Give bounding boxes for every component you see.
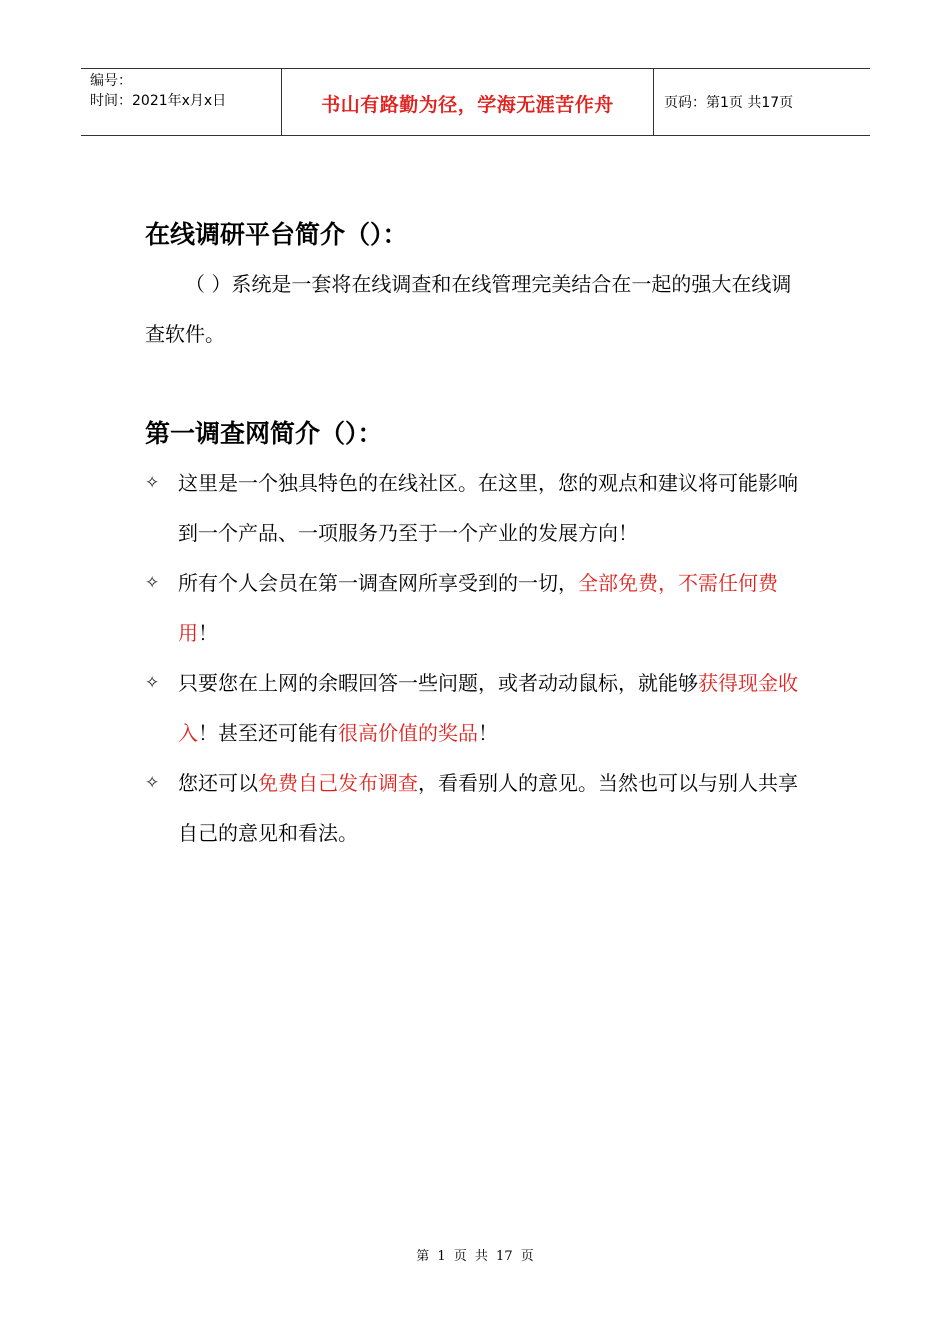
bullet-text-part: 这里是一个独具特色的在线社区。在这里，您的观点和建议将可能影响到一个产品、一项服务乃至于一个产业的发展方向！ bbox=[178, 471, 798, 545]
sparkle-bullet-icon: ✧ bbox=[145, 573, 160, 593]
serial-label: 编号： bbox=[90, 73, 132, 89]
bullet-text-part: ，看看别人的意见。当然也可以与别人共享自己的意见和看法。 bbox=[178, 771, 798, 845]
bullet-text-highlight: 很高价值的奖品 bbox=[338, 721, 478, 745]
sparkle-bullet-icon: ✧ bbox=[145, 673, 160, 693]
section2-heading: 第一调查网简介（）： bbox=[145, 419, 383, 448]
time-label: 时间：2021年x月x日 bbox=[90, 93, 227, 109]
bullet-text-part: 所有个人会员在第一调查网所享受到的一切， bbox=[178, 571, 578, 595]
page-footer-number: 第 1 页 共 17 页 bbox=[416, 1249, 534, 1264]
bullet-text bbox=[178, 758, 810, 858]
bullet-text bbox=[178, 558, 810, 658]
bullet-item bbox=[145, 658, 810, 758]
section1-paragraph: （ ）系统是一套将在线调查和在线管理完美结合在一起的强大在线调查软件。 bbox=[145, 272, 792, 346]
bullet-text-part: 您还可以 bbox=[178, 771, 258, 795]
page-header bbox=[81, 68, 870, 136]
bullet-text bbox=[178, 658, 810, 758]
header-motto: 书山有路勤为径，学海无涯苦作舟 bbox=[282, 69, 654, 135]
header-page-info: 页码：第1页 共17页 bbox=[664, 95, 794, 111]
bullet-text-part: ！ bbox=[198, 621, 218, 645]
bullet-text-highlight: 免费自己发布调查 bbox=[258, 771, 418, 795]
bullet-text-part: ！甚至还可能有 bbox=[198, 721, 338, 745]
bullet-text-part: ！ bbox=[478, 721, 498, 745]
bullet-item bbox=[145, 458, 810, 558]
bullet-item bbox=[145, 758, 810, 858]
section1-heading: 在线调研平台简介（）： bbox=[145, 220, 408, 249]
bullet-text-highlight: 全部免费，不需任何费用 bbox=[178, 571, 778, 645]
sparkle-bullet-icon: ✧ bbox=[145, 473, 160, 493]
bullet-text-highlight: 获得现金收入 bbox=[178, 671, 798, 745]
header-meta-cell bbox=[81, 69, 282, 135]
sparkle-bullet-icon: ✧ bbox=[145, 773, 160, 793]
bullet-text-part: 只要您在上网的余暇回答一些问题，或者动动鼠标，就能够 bbox=[178, 671, 698, 695]
bullet-item bbox=[145, 558, 810, 658]
bullet-text bbox=[178, 458, 810, 558]
